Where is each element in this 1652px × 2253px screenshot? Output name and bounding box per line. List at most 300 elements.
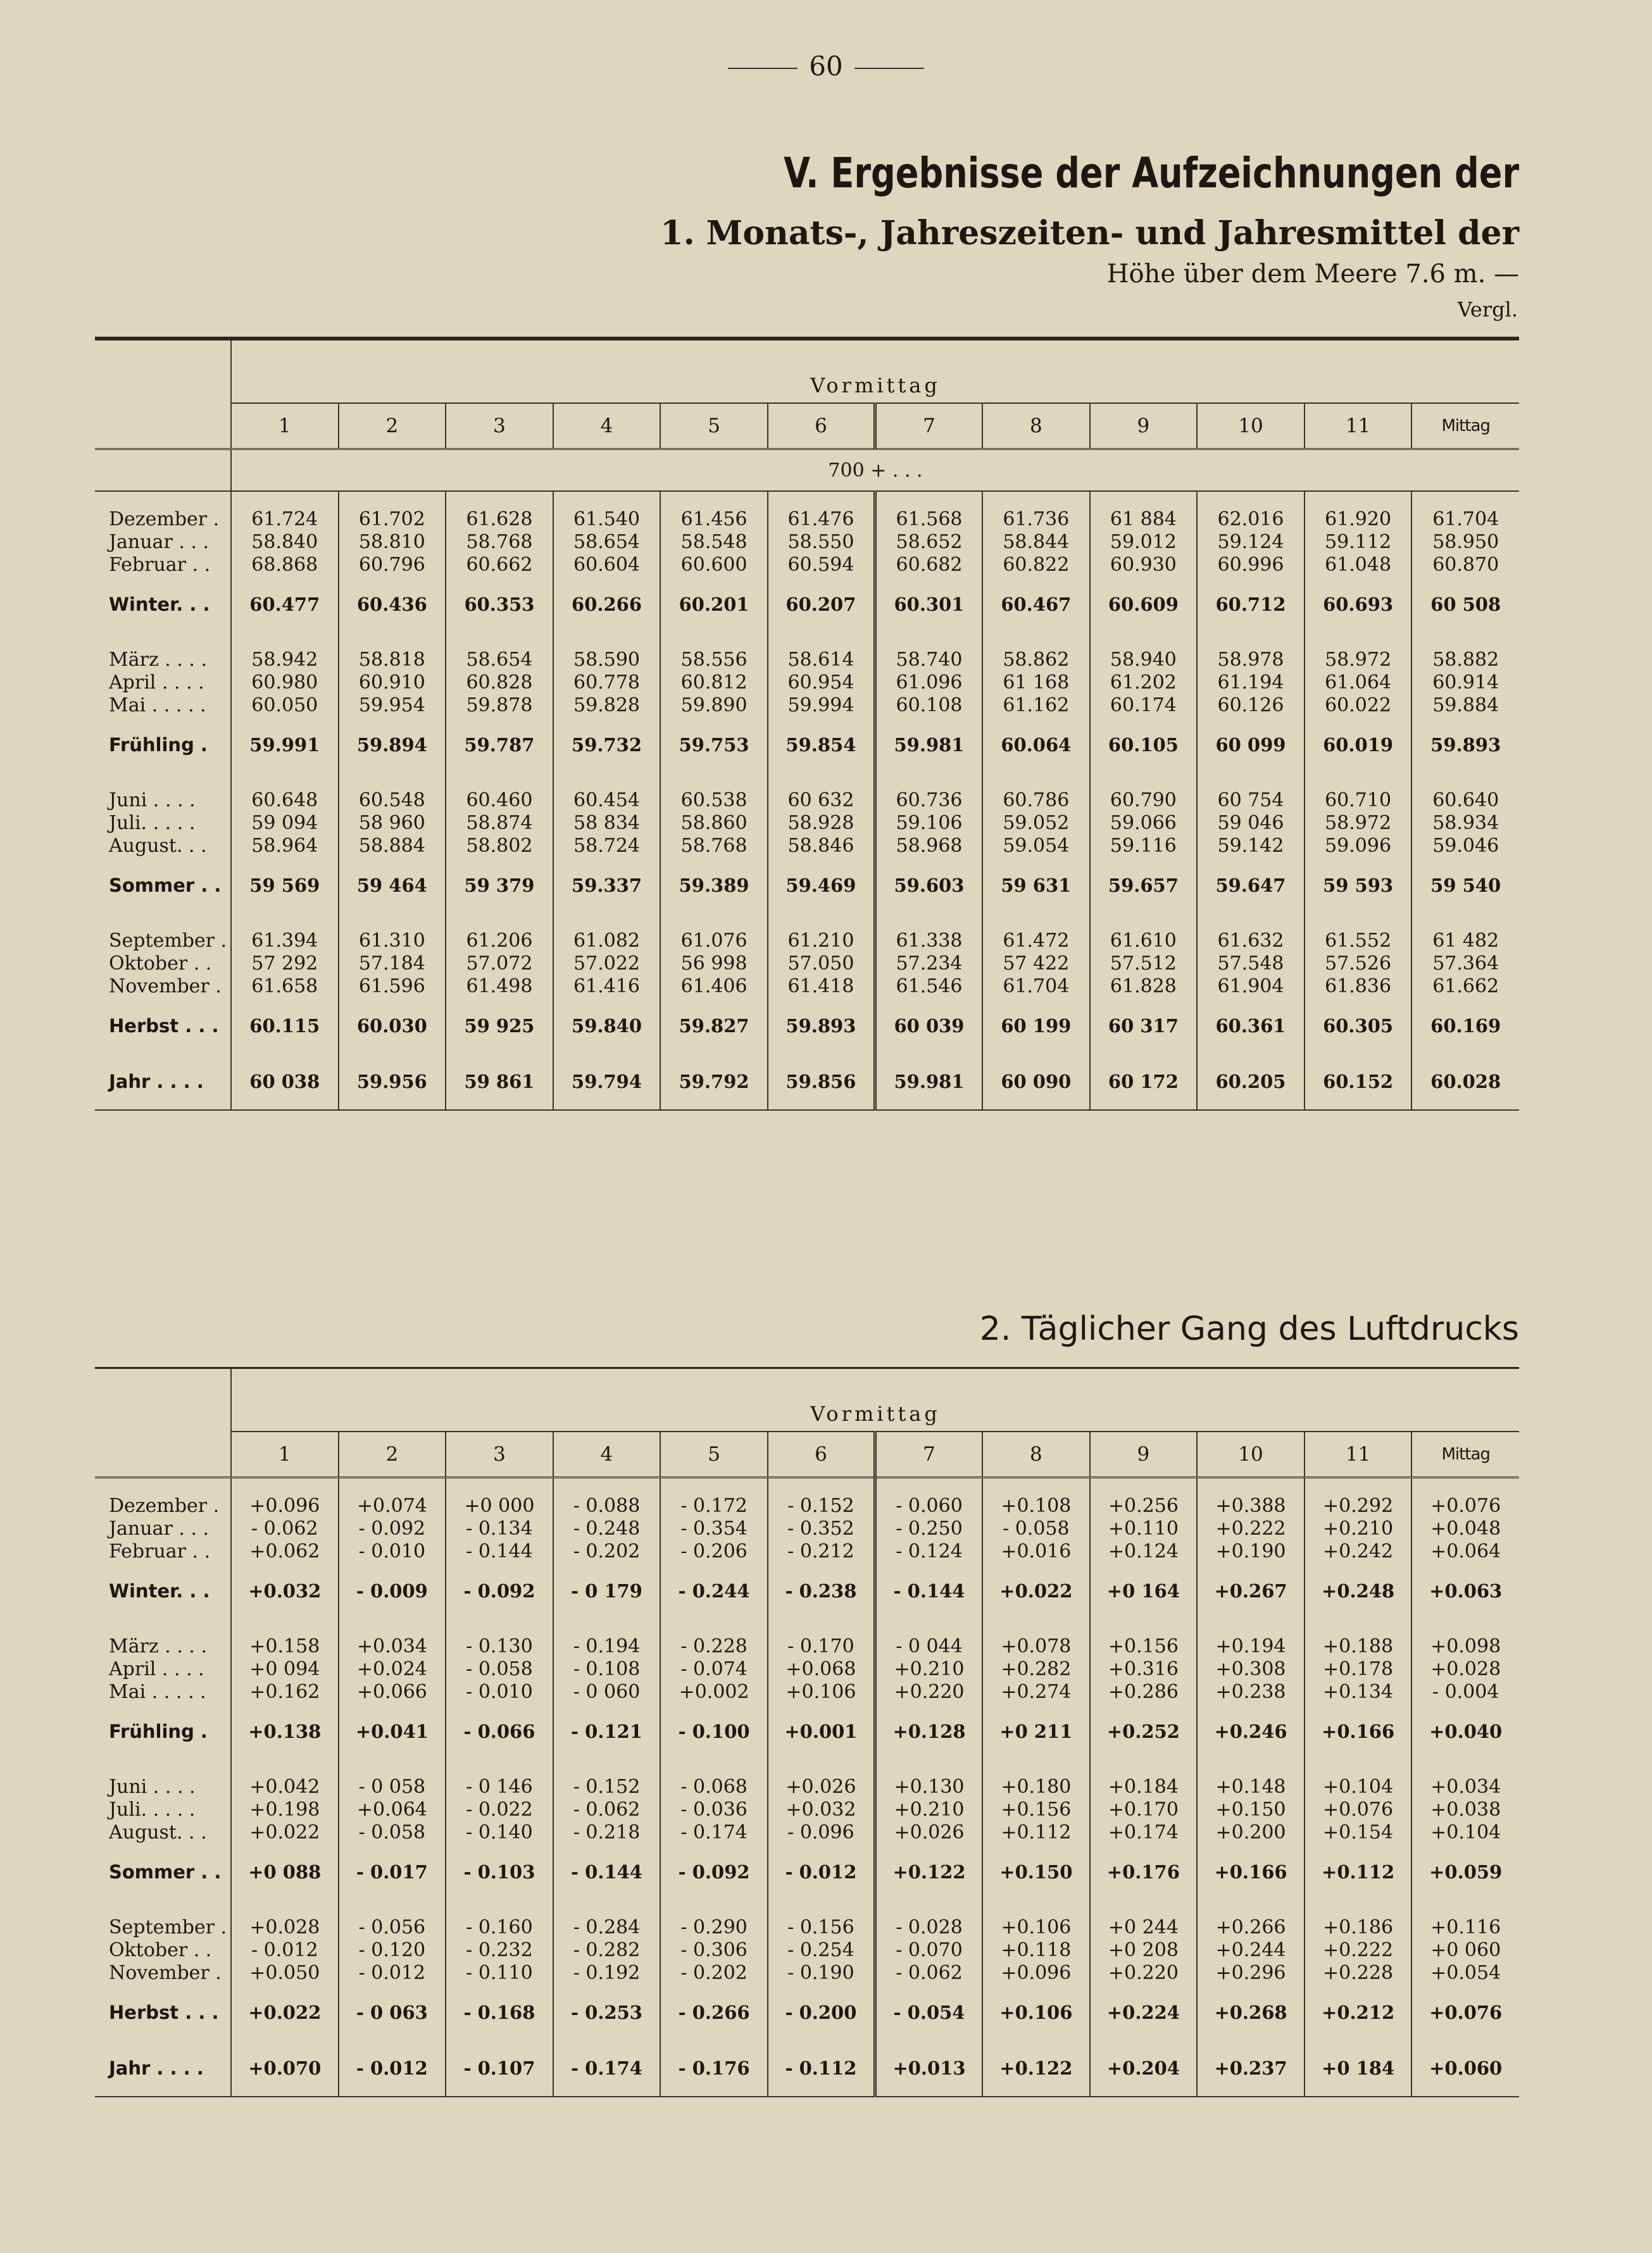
row-label: Januar . . .	[109, 1518, 209, 1540]
table-cell: - 0.174	[553, 2040, 661, 2096]
table-cell: +0.022	[982, 1563, 1090, 1619]
table-cell: +0.110	[1090, 1518, 1198, 1540]
table-cell: - 0.134	[446, 1518, 553, 1540]
table-cell: 59.854	[768, 717, 875, 773]
table-row	[95, 1681, 1519, 1704]
row-label: Januar . . .	[109, 531, 209, 553]
table-cell: 60.019	[1305, 717, 1412, 773]
table-cell: 58.844	[982, 531, 1090, 554]
table-cell: 57.512	[1090, 952, 1198, 975]
table-row	[95, 1962, 1519, 1985]
table-cell: 60 038	[231, 1054, 339, 1109]
table-cell: 61.206	[446, 930, 553, 952]
table-cell: +0.016	[982, 1540, 1090, 1563]
table-cell: 58.972	[1305, 812, 1412, 835]
table-cell: - 0.058	[982, 1518, 1090, 1540]
table-cell: +0.176	[1090, 1844, 1198, 1900]
table-cell: - 0.250	[875, 1518, 982, 1540]
table-cell: 58.810	[339, 531, 446, 554]
table-cell: - 0.352	[768, 1518, 875, 1540]
column-header: 10	[1197, 1432, 1305, 1478]
table-cell: 57.364	[1411, 952, 1519, 975]
table-cell: 61.546	[875, 975, 982, 998]
table-cell: +0.112	[1305, 1844, 1412, 1900]
table-cell: - 0.092	[339, 1518, 446, 1540]
row-label: August. . .	[109, 1821, 207, 1844]
table-cell: 60.710	[1305, 789, 1412, 812]
table-cell: 58.860	[660, 812, 768, 835]
table-cell: - 0.144	[875, 1563, 982, 1619]
table-cell: 60.822	[982, 554, 1090, 577]
table-cell: 59.469	[768, 858, 875, 913]
table-cell: +0.200	[1197, 1821, 1305, 1844]
group-header-vormittag: Vormittag	[231, 339, 1519, 403]
table-cell: +0 208	[1090, 1939, 1198, 1962]
table-cell: 61.082	[553, 930, 661, 952]
table-row	[95, 1658, 1519, 1681]
section2-title: 2. Täglicher Gang des Luftdrucks	[979, 1310, 1519, 1348]
table-cell: +0.032	[231, 1563, 339, 1619]
table-cell: +0.242	[1305, 1540, 1412, 1563]
table-cell: 61.202	[1090, 671, 1198, 694]
table-cell: 60.436	[339, 577, 446, 632]
table-cell: +0.210	[875, 1658, 982, 1681]
table-cell: - 0.248	[553, 1518, 661, 1540]
table-row	[95, 1495, 1519, 1518]
table-cell: - 0 146	[446, 1776, 553, 1799]
table-cell: 60.609	[1090, 577, 1198, 632]
table-cell: +0.308	[1197, 1658, 1305, 1681]
table-cell: +0.062	[231, 1540, 339, 1563]
table-cell: 58.614	[768, 649, 875, 671]
table-cell: - 0.202	[660, 1962, 768, 1985]
table-cell: +0.212	[1305, 1985, 1412, 2040]
table-cell: 59.794	[553, 1054, 661, 1109]
row-label: September .	[109, 930, 227, 952]
table-cell: +0.316	[1090, 1658, 1198, 1681]
table-cell: 59.052	[982, 812, 1090, 835]
column-header: 1	[231, 403, 339, 449]
table-cell: +0.178	[1305, 1658, 1412, 1681]
table-cell: +0.210	[1305, 1518, 1412, 1540]
table-cell: 60.050	[231, 694, 339, 717]
column-header: 1	[231, 1432, 339, 1478]
table-cell: - 0.244	[660, 1563, 768, 1619]
table-cell: +0.190	[1197, 1540, 1305, 1563]
table-cell: +0.040	[1411, 1704, 1519, 1759]
table-cell: +0.063	[1411, 1563, 1519, 1619]
table-cell: 61.416	[553, 975, 661, 998]
page-title: V. Ergebnisse der Aufzeichnungen der	[783, 149, 1519, 197]
table-cell: 58.740	[875, 649, 982, 671]
table-cell: - 0.068	[660, 1776, 768, 1799]
table-cell: 61.632	[1197, 930, 1305, 952]
table-cell: 59.894	[339, 717, 446, 773]
table-cell: 61.704	[982, 975, 1090, 998]
table-row	[95, 930, 1519, 952]
table-cell: - 0.192	[553, 1962, 661, 1985]
table-cell: 60.454	[553, 789, 661, 812]
table-cell: 61.702	[339, 508, 446, 531]
table-cell: +0.286	[1090, 1681, 1198, 1704]
table-cell: 57.526	[1305, 952, 1412, 975]
table-cell: 60.954	[768, 671, 875, 694]
table-cell: +0.104	[1411, 1821, 1519, 1844]
table-cell: 56 998	[660, 952, 768, 975]
table-cell: 57 422	[982, 952, 1090, 975]
table-cell: +0.166	[1197, 1844, 1305, 1900]
table-cell: +0.256	[1090, 1495, 1198, 1518]
table-cell: +0.118	[982, 1939, 1090, 1962]
table-cell: 59.389	[660, 858, 768, 913]
table-cell: 60.305	[1305, 998, 1412, 1054]
row-label: Jahr . . . .	[109, 2057, 204, 2079]
row-label: März . . . .	[109, 1635, 208, 1657]
table-cell: 59.647	[1197, 858, 1305, 913]
table-cell: +0.096	[982, 1962, 1090, 1985]
table-cell: +0.032	[768, 1799, 875, 1821]
table-cell: 60.604	[553, 554, 661, 577]
table-cell: - 0.092	[446, 1563, 553, 1619]
table-cell: 60.796	[339, 554, 446, 577]
table-row	[95, 554, 1519, 577]
table-cell: 60.930	[1090, 554, 1198, 577]
season-summary-row	[95, 858, 1519, 913]
height-note: Höhe über dem Meere 7.6 m. —	[1106, 259, 1519, 289]
table-cell: 59 925	[446, 998, 553, 1054]
table-cell: +0.060	[1411, 2040, 1519, 2096]
table-cell: +0.166	[1305, 1704, 1412, 1759]
row-label: Februar . .	[109, 554, 211, 576]
table-cell: 60.030	[339, 998, 446, 1054]
table-cell: +0.048	[1411, 1518, 1519, 1540]
season-summary-row	[95, 1844, 1519, 1900]
table-cell: 57.234	[875, 952, 982, 975]
table-cell: 60.022	[1305, 694, 1412, 717]
table-cell: 61.456	[660, 508, 768, 531]
table-cell: 59 569	[231, 858, 339, 913]
table-cell: +0.174	[1090, 1821, 1198, 1844]
table-cell: - 0 063	[339, 1985, 446, 2040]
table-cell: 60.594	[768, 554, 875, 577]
table-cell: +0.188	[1305, 1635, 1412, 1658]
table-cell: 61.406	[660, 975, 768, 998]
table-cell: - 0 044	[875, 1635, 982, 1658]
table-cell: +0.059	[1411, 1844, 1519, 1900]
table-cell: 58.768	[660, 835, 768, 858]
row-label: Juni . . . .	[109, 789, 196, 811]
table-cell: 60.693	[1305, 577, 1412, 632]
table-cell: 58.978	[1197, 649, 1305, 671]
table-cell: 58.550	[768, 531, 875, 554]
table-cell: +0.064	[1411, 1540, 1519, 1563]
table-cell: +0.028	[1411, 1658, 1519, 1681]
table-cell: +0 244	[1090, 1916, 1198, 1939]
table-cell: 61.194	[1197, 671, 1305, 694]
table-cell: 59.142	[1197, 835, 1305, 858]
column-header: 7	[875, 403, 982, 449]
table-cell: 61 482	[1411, 930, 1519, 952]
table-cell: 58.884	[339, 835, 446, 858]
table-cell: +0.022	[231, 1985, 339, 2040]
table-cell: 60.174	[1090, 694, 1198, 717]
column-header: 2	[339, 403, 446, 449]
table-cell: - 0.108	[553, 1658, 661, 1681]
table-cell: 60.914	[1411, 671, 1519, 694]
table-row	[95, 1939, 1519, 1962]
table-cell: - 0.058	[339, 1821, 446, 1844]
table-cell: - 0.056	[339, 1916, 446, 1939]
table-cell: +0.098	[1411, 1635, 1519, 1658]
table-cell: +0.162	[231, 1681, 339, 1704]
table-cell: 61.498	[446, 975, 553, 998]
table-cell: 59.054	[982, 835, 1090, 858]
table-cell: +0.122	[875, 1844, 982, 1900]
table-cell: +0.180	[982, 1776, 1090, 1799]
table-cell: 59.878	[446, 694, 553, 717]
column-header: 7	[875, 1432, 982, 1478]
table-cell: +0 184	[1305, 2040, 1412, 2096]
table-cell: +0.054	[1411, 1962, 1519, 1985]
table-cell: 59.890	[660, 694, 768, 717]
table-cell: +0.108	[982, 1495, 1090, 1518]
table-cell: - 0.028	[875, 1916, 982, 1939]
table-cell: 60.736	[875, 789, 982, 812]
table-cell: 61.628	[446, 508, 553, 531]
table-cell: 61.472	[982, 930, 1090, 952]
table-cell: - 0.103	[446, 1844, 553, 1900]
table-cell: - 0 179	[553, 1563, 661, 1619]
table-cell: 60 632	[768, 789, 875, 812]
table-cell: 60 172	[1090, 1054, 1198, 1109]
table-cell: 59.096	[1305, 835, 1412, 858]
table-cell: 60.152	[1305, 1054, 1412, 1109]
table-cell: 61.662	[1411, 975, 1519, 998]
table-cell: - 0.120	[339, 1939, 446, 1962]
table-cell: +0.296	[1197, 1962, 1305, 1985]
table-cell: +0.034	[339, 1635, 446, 1658]
table-cell: 60 039	[875, 998, 982, 1054]
table-cell: 59.840	[553, 998, 661, 1054]
column-header: 5	[660, 403, 768, 449]
table-cell: +0.130	[875, 1776, 982, 1799]
table-cell: +0.210	[875, 1799, 982, 1821]
table-row	[95, 1776, 1519, 1799]
table-cell: - 0.282	[553, 1939, 661, 1962]
table-cell: +0.124	[1090, 1540, 1198, 1563]
table-cell: 60.467	[982, 577, 1090, 632]
table-cell: 61.394	[231, 930, 339, 952]
table-cell: +0.150	[982, 1844, 1090, 1900]
table-row	[95, 671, 1519, 694]
table-cell: - 0.172	[660, 1495, 768, 1518]
table-cell: 60.301	[875, 577, 982, 632]
table-row	[95, 952, 1519, 975]
table-cell: +0.134	[1305, 1681, 1412, 1704]
table-cell: +0.096	[231, 1495, 339, 1518]
table-cell: 58.802	[446, 835, 553, 858]
row-label: Frühling .	[109, 1721, 208, 1742]
table-cell: 60.662	[446, 554, 553, 577]
table-cell: 61.704	[1411, 508, 1519, 531]
table-cell: +0.042	[231, 1776, 339, 1799]
table-cell: 60.126	[1197, 694, 1305, 717]
table-row	[95, 1540, 1519, 1563]
table-cell: 60.778	[553, 671, 661, 694]
table-cell: 60.790	[1090, 789, 1198, 812]
table-cell: 58.972	[1305, 649, 1412, 671]
table-row	[95, 975, 1519, 998]
table-cell: 57.050	[768, 952, 875, 975]
table-cell: +0.038	[1411, 1799, 1519, 1821]
table-cell: - 0.062	[231, 1518, 339, 1540]
table-cell: - 0.160	[446, 1916, 553, 1939]
row-label: Dezember .	[109, 1495, 220, 1517]
table-cell: 58.862	[982, 649, 1090, 671]
table-cell: 60 317	[1090, 998, 1198, 1054]
table-cell: 59.884	[1411, 694, 1519, 717]
table-cell: - 0.107	[446, 2040, 553, 2096]
column-header: 10	[1197, 403, 1305, 449]
table-cell: +0.156	[1090, 1635, 1198, 1658]
table-cell: 58.590	[553, 649, 661, 671]
table-cell: - 0.092	[660, 1844, 768, 1900]
table-cell: - 0.152	[768, 1495, 875, 1518]
row-label: Dezember .	[109, 508, 220, 530]
table-cell: +0.388	[1197, 1495, 1305, 1518]
table-cell: - 0.010	[339, 1540, 446, 1563]
table-cell: 62.016	[1197, 508, 1305, 531]
table-cell: - 0.012	[768, 1844, 875, 1900]
table-cell: 60.353	[446, 577, 553, 632]
table-cell: 59 540	[1411, 858, 1519, 913]
table-cell: +0.268	[1197, 1985, 1305, 2040]
table-monthly-means	[95, 337, 1519, 1178]
table-cell: 58.548	[660, 531, 768, 554]
row-label: November .	[109, 1962, 222, 1984]
table-cell: +0.050	[231, 1962, 339, 1985]
table-cell: - 0.062	[553, 1799, 661, 1821]
table-cell: 58.968	[875, 835, 982, 858]
table-cell: 58.724	[553, 835, 661, 858]
table-cell: +0.274	[982, 1681, 1090, 1704]
table-cell: - 0.058	[446, 1658, 553, 1681]
row-label: April . . . .	[109, 1658, 204, 1680]
table-cell: +0.106	[982, 1985, 1090, 2040]
table-cell: 58.846	[768, 835, 875, 858]
table-cell: - 0.306	[660, 1939, 768, 1962]
year-summary-row	[95, 2040, 1519, 2096]
table-cell: +0.156	[982, 1799, 1090, 1821]
table-cell: 60.640	[1411, 789, 1519, 812]
table-cell: - 0.074	[660, 1658, 768, 1681]
table-cell: - 0.253	[553, 1985, 661, 2040]
table-cell: 61.658	[231, 975, 339, 998]
table-cell: 61.064	[1305, 671, 1412, 694]
table-cell: 59.893	[768, 998, 875, 1054]
column-header: 4	[553, 1432, 661, 1478]
row-label: Juni . . . .	[109, 1776, 196, 1798]
table-cell: +0.266	[1197, 1916, 1305, 1939]
table-cell: 58.882	[1411, 649, 1519, 671]
table-cell: 57.022	[553, 952, 661, 975]
table-cell: 59 094	[231, 812, 339, 835]
table-cell: 59.603	[875, 858, 982, 913]
table-cell: 59.856	[768, 1054, 875, 1109]
table-cell: - 0.004	[1411, 1681, 1519, 1704]
table-cell: +0.041	[339, 1704, 446, 1759]
table-daily-variation	[95, 1367, 1519, 2155]
base-value-note: 700 + . . .	[231, 449, 1519, 492]
table-cell: 59.981	[875, 1054, 982, 1109]
section1-title: 1. Monats-, Jahreszeiten- und Jahresmittel der	[660, 214, 1519, 253]
table-cell: 61.210	[768, 930, 875, 952]
table-cell: 61.836	[1305, 975, 1412, 998]
row-label: Winter. . .	[109, 1580, 210, 1602]
table-cell: +0.224	[1090, 1985, 1198, 2040]
table-cell: - 0.194	[553, 1635, 661, 1658]
table-cell: 60.361	[1197, 998, 1305, 1054]
table-cell: - 0.190	[768, 1962, 875, 1985]
table-cell: 58.818	[339, 649, 446, 671]
table-cell: +0.076	[1411, 1985, 1519, 2040]
season-summary-row	[95, 717, 1519, 773]
season-summary-row	[95, 577, 1519, 632]
table-cell: - 0.354	[660, 1518, 768, 1540]
table-cell: +0.066	[339, 1681, 446, 1704]
table-cell: +0.244	[1197, 1939, 1305, 1962]
table-cell: 59.827	[660, 998, 768, 1054]
column-header: 9	[1090, 1432, 1198, 1478]
table-cell: +0.064	[339, 1799, 446, 1821]
table-cell: 60.460	[446, 789, 553, 812]
table-cell: - 0.228	[660, 1635, 768, 1658]
table-cell: +0.154	[1305, 1821, 1412, 1844]
table-cell: - 0.022	[446, 1799, 553, 1821]
table-cell: 60.028	[1411, 1054, 1519, 1109]
table-cell: 59.337	[553, 858, 661, 913]
row-label: Februar . .	[109, 1540, 211, 1563]
table-cell: +0.076	[1411, 1495, 1519, 1518]
table-cell: - 0.036	[660, 1799, 768, 1821]
table-cell: +0.248	[1305, 1563, 1412, 1619]
season-summary-row	[95, 1985, 1519, 2040]
table-cell: 59.787	[446, 717, 553, 773]
row-label: Mai . . . . .	[109, 1681, 206, 1703]
table-cell: 59.753	[660, 717, 768, 773]
column-header: 2	[339, 1432, 446, 1478]
table-row	[95, 531, 1519, 554]
table-cell: - 0.100	[660, 1704, 768, 1759]
table-cell: 61.310	[339, 930, 446, 952]
row-label: Jahr . . . .	[109, 1071, 204, 1092]
table-cell: 60.682	[875, 554, 982, 577]
year-summary-row	[95, 1054, 1519, 1109]
column-header: Mittag	[1411, 1432, 1519, 1478]
table-cell: 59.954	[339, 694, 446, 717]
table-cell: 57.184	[339, 952, 446, 975]
table-cell: +0.074	[339, 1495, 446, 1518]
table-cell: 61.540	[553, 508, 661, 531]
row-label: November .	[109, 975, 222, 997]
table-cell: - 0.168	[446, 1985, 553, 2040]
table-cell: +0.034	[1411, 1776, 1519, 1799]
table-cell: 59.956	[339, 1054, 446, 1109]
table-cell: 58.654	[553, 531, 661, 554]
table-cell: - 0.112	[768, 2040, 875, 2096]
column-header: Mittag	[1411, 403, 1519, 449]
table-cell: 60.538	[660, 789, 768, 812]
